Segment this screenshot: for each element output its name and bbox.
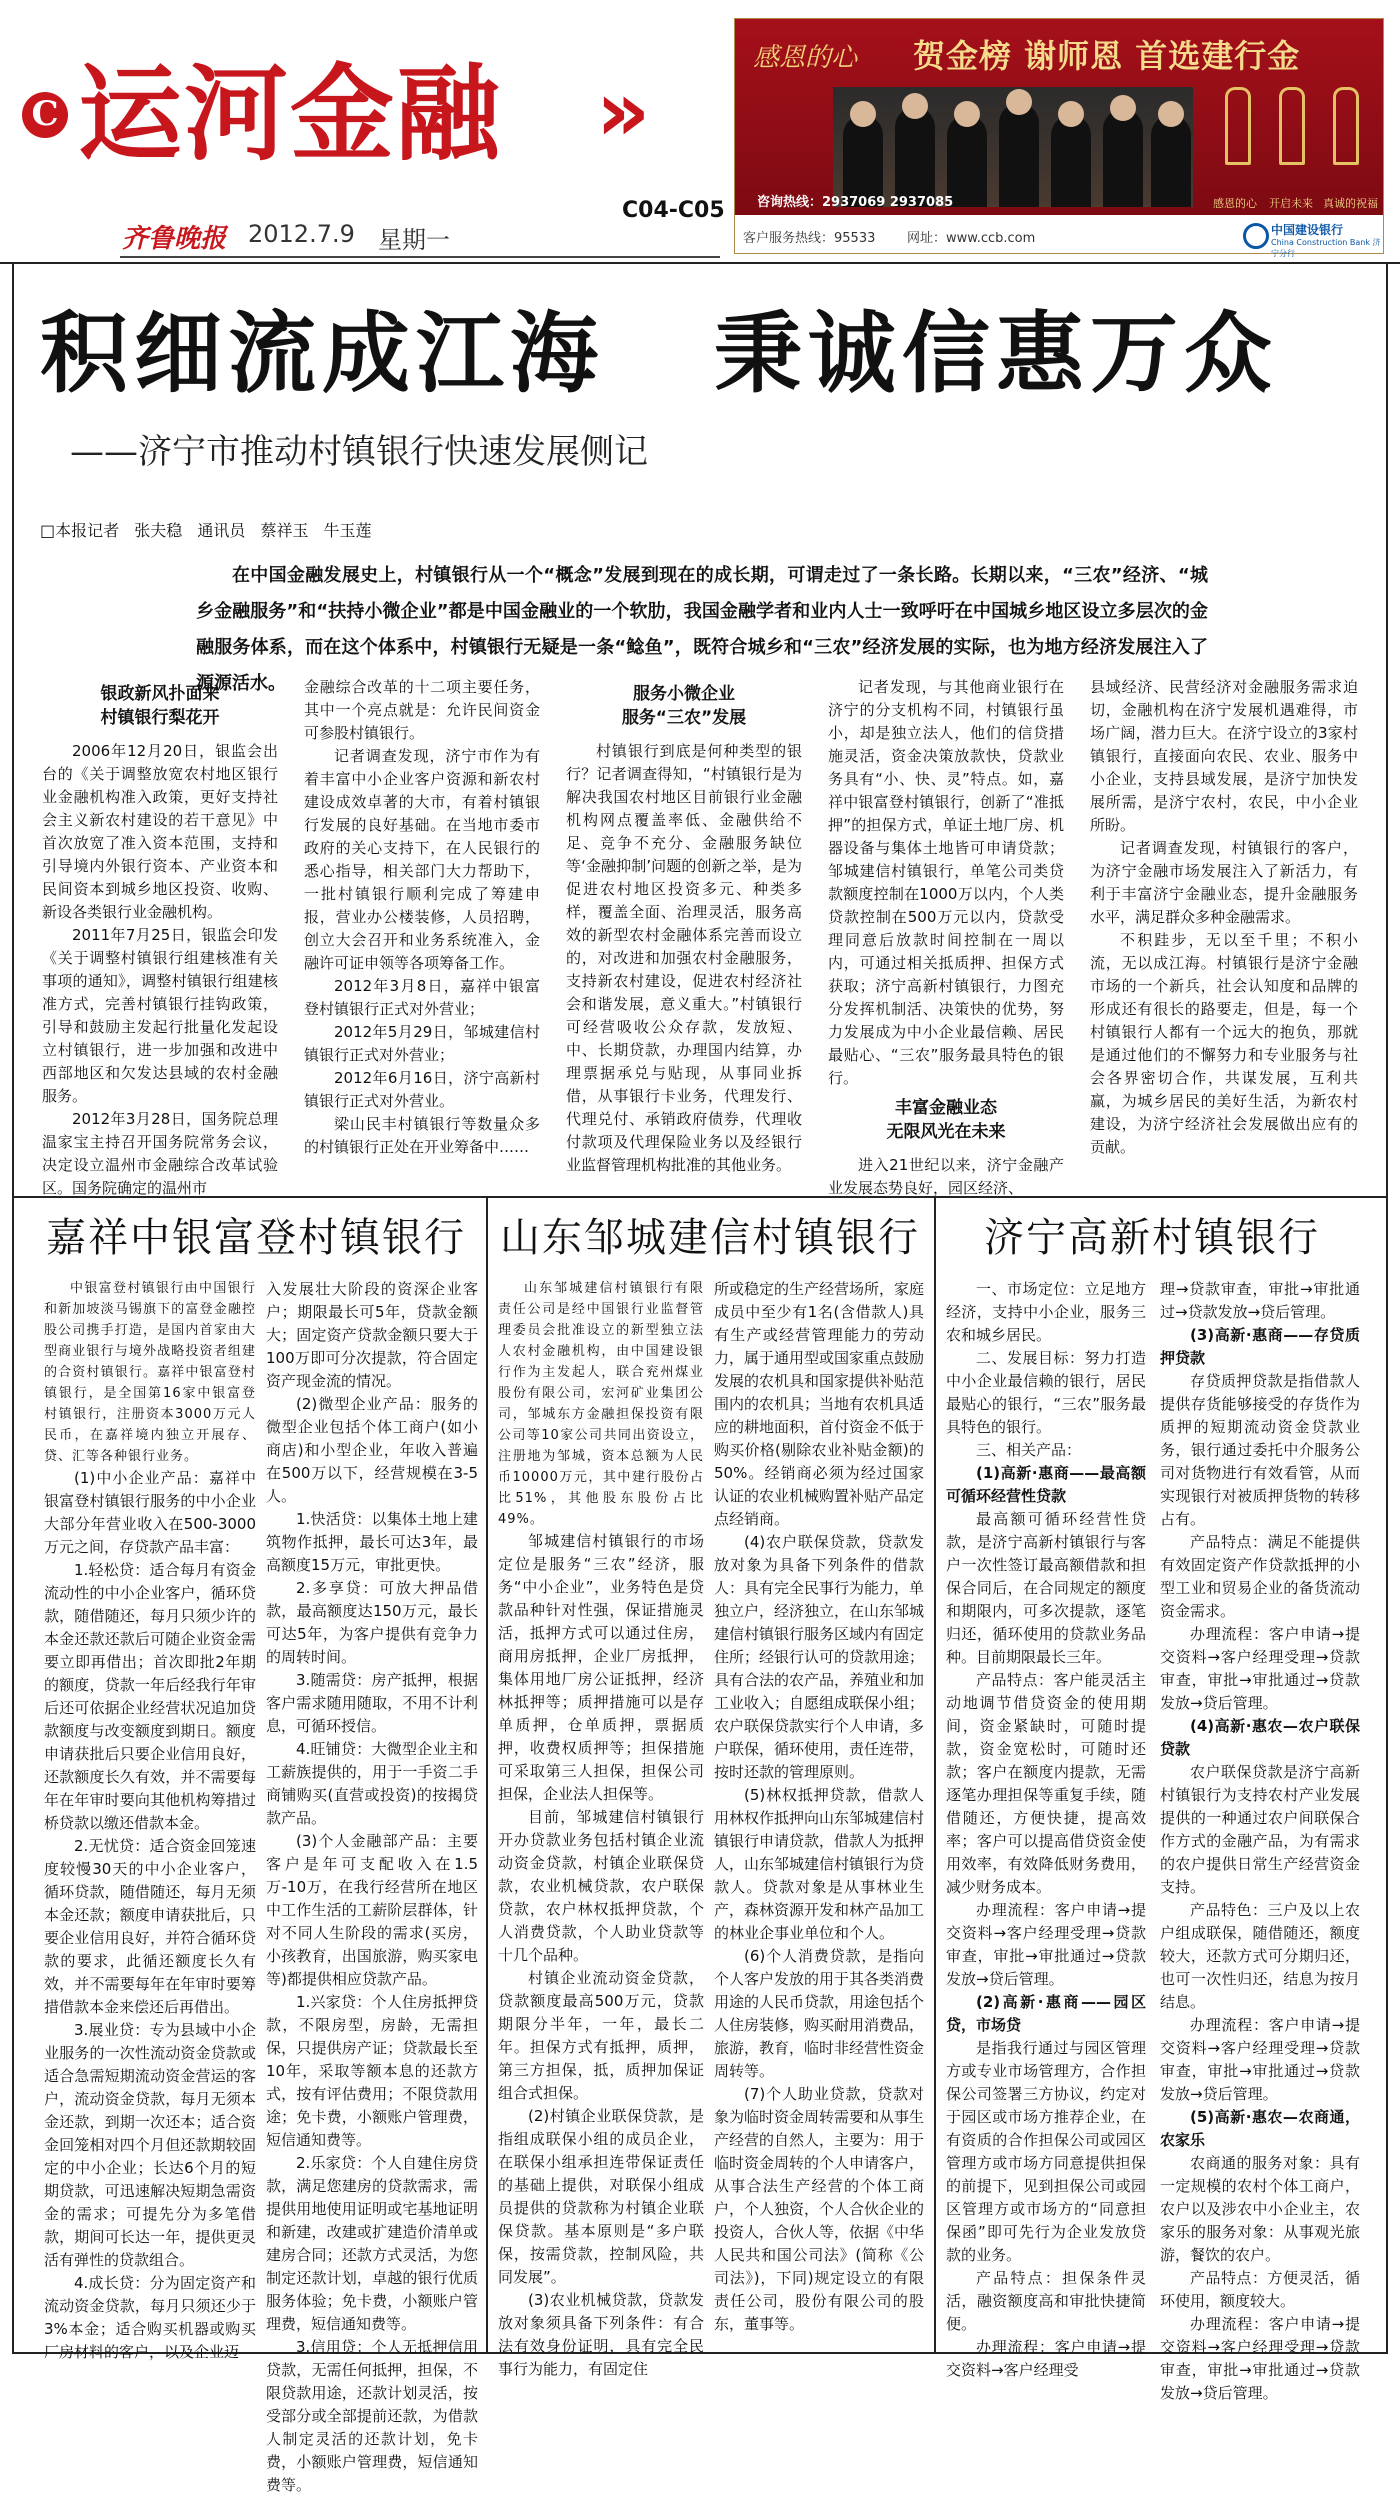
paragraph: 县域经济、民营经济对金融服务需求迫切，金融机构在济宁发展机遇难得，市场广阔，潜力巨大。在济宁设立的3家村镇银行，直接面向农民、农业、服务中小企业，支持县域发展，是济宁加快发展所需，是济宁农村，农民，中小企业所盼。 — [1090, 678, 1358, 834]
paragraph: 办理流程：客户申请→提交资料→客户经理受理→贷款审查，审批→审批通过→贷款发放→贷后管理。 — [946, 1901, 1146, 1988]
paragraph: 办理流程：客户申请→提交资料→客户经理受 — [946, 2338, 1146, 2379]
paragraph: 2012年5月29日，邹城建信村镇银行正式对外营业； — [304, 1023, 540, 1064]
subheading: 丰富金融业态 无限风光在未来 — [886, 1098, 1006, 1142]
graduate-head — [1110, 95, 1136, 121]
right-border — [1386, 262, 1388, 2354]
paragraph: (7)个人助业贷款，贷款对象为临时资金周转需要和从事生产经营的自然人，主要为：用于临时资金周转的个人申请客户，从事合法生产经营的个体工商户，个人独资，个人合伙企业的投资人，合伙人等，依据《中华人民共和国公司法》(简称《公司法》)，下同)规定设立的有限责任公司，股份有限公司的股东，董事等。 — [714, 2085, 925, 2333]
paragraph: 2012年3月8日，嘉祥中银富登村镇银行正式对外营业； — [304, 977, 540, 1018]
section-title-gaoxin: 济宁高新村镇银行 — [984, 1215, 1320, 1261]
ad-brand: 感恩的心 — [753, 43, 858, 73]
ccb-bank-name-en: China Construction Bank 济宁分行 — [1271, 238, 1381, 258]
paragraph: 产品特点：担保条件灵活，融资额度高和审批快捷简便。 — [946, 2269, 1146, 2333]
paragraph: 4.成长贷：分为固定资产和流动资金贷款，每月只须还少于3%本金；适合购买机器或购买厂房材料的客户，以及企业迈 — [44, 2274, 256, 2361]
ccb-logo-icon — [1243, 223, 1269, 249]
paragraph: 产品特色：三户及以上农户组成联保，随借随还，额度较大，还款方式可分期归还，也可一次性归还，结息为按月结息。 — [1160, 1901, 1360, 2011]
column-divider — [934, 1198, 936, 2352]
paragraph: 村镇银行到底是何种类型的银行？记者调查得知，“村镇银行是为解决我国农村地区目前银行业金融机构网点覆盖率低、金融供给不足、竞争不充分、金融服务缺位等‘金融抑制’问题的创新之举，是为促进农村地区投资多元、种类多样，覆盖全面、治理灵活，服务高效的新型农村金融体系完善而设立的，对改进和加强农村金融服务，支持新农村建设，促进农村经济社会和谐发展，意义重大。”村镇银行可经营吸收公众存款，发放短、中、长期贷款，办理国内结算，办理票据承兑与贴现，从事同业拆借，从事银行卡业务，代理发行、代理兑付、承销政府债券，代理收付款项及代理保险业务以及经银行业监督管理机构批准的其他业务。 — [566, 742, 802, 1174]
graduate-figure — [1051, 115, 1091, 207]
golden-keys — [1203, 87, 1373, 187]
paper-name: 齐鲁晚报 — [122, 224, 227, 254]
graduate-figure — [999, 103, 1039, 207]
paragraph: 3.信用贷：个人无抵押信用贷款，无需任何抵押，担保，不限贷款用途，还款计划灵活，按受部分或全部提前还款，为借款人制定灵活的还款计划，免卡费，小额账户管理费，短信通知费等。 — [266, 2338, 478, 2494]
paragraph: 1.兴家贷：个人住房抵押贷款，不限房型，房龄，无需担保，只提供房产证；贷款最长至10年，采取等额本息的还款方式，按有评估费用；不限贷款用途；免卡费，小额账户管理费，短信通知费等。 — [266, 1993, 478, 2149]
ccb-advertisement[interactable] — [734, 18, 1384, 258]
subheading: 服务小微企业 服务“三农”发展 — [621, 684, 747, 728]
paragraph: 一、市场定位：立足地方经济，支持中小企业，服务三农和城乡居民。 — [946, 1280, 1146, 1344]
paragraph: 目前，邹城建信村镇银行开办贷款业务包括村镇企业流动资金贷款，村镇企业联保贷款，农业机械贷款，农户联保贷款，农户林权抵押贷款，个人消费贷款，个人助业贷款等十几个品种。 — [498, 1808, 704, 1964]
paragraph: 2.乐家贷：个人自建住房贷款，满足您建房的贷款需求，需提供用地使用证明或宅基地证明和新建，改建或扩建造价清单或建房合同；还款方式灵活，为您制定还款计划，卓越的银行优质服务体验；免卡费，小额账户管理费，短信通知费等。 — [266, 2154, 478, 2333]
feature-column-1 — [42, 676, 278, 1197]
byline — [40, 518, 382, 541]
column-divider — [486, 1198, 488, 2352]
graduate-head — [1006, 89, 1032, 115]
zoucheng-column-1 — [498, 1278, 704, 2378]
paragraph: 二、发展目标：努力打造中小企业最信赖的银行，居民最贴心的银行，“三农”服务最具特色的银行。 — [946, 1349, 1146, 1436]
ad-customer-service: 客户服务热线：95533 — [743, 231, 876, 246]
paragraph: 村镇企业流动资金贷款，贷款额度最高500万元，贷款期限分半年，一年，最长二年。担保方式有抵押，质押，第三方担保，抵，质押加保证组合式担保。 — [498, 1969, 704, 2102]
graduate-head — [954, 101, 980, 127]
graduate-figure — [1151, 115, 1191, 207]
byline-correspondent-label: 通讯员 — [197, 521, 246, 540]
paragraph: (6)个人消费贷款，是指向个人客户发放的用于其各类消费用途的人民币贷款，用途包括个人住房装修，购买耐用消费品，旅游，教育，临时非经营性资金周转等。 — [714, 1947, 925, 2080]
paragraph: 不积跬步，无以至千里；不积小流，无以成江海。村镇银行是济宁金融市场的一个新兵，社会认知度和品牌的形成还有很长的路要走，但是，每一个村镇银行人都有一个远大的抱负，那就是通过他们的不懈努力和专业服务与社会各界密切合作，共谋发展，互利共赢，为城乡居民的美好生活，为新农村建设，为济宁经济社会发展做出应有的贡献。 — [1090, 931, 1358, 1156]
byline-correspondent: 蔡祥玉 — [260, 521, 309, 540]
ad-slogan: 贺金榜 谢师恩 首选建行金 — [913, 37, 1301, 75]
issue-weekday: 星期一 — [378, 226, 450, 254]
paragraph: 办理流程：客户申请→提交资料→客户经理受理→贷款审查，审批→审批通过→贷款发放→贷后管理。 — [1160, 2016, 1360, 2103]
left-border — [12, 262, 14, 2354]
column-title: 运河金融 — [78, 52, 503, 175]
key-label: 真诚的祝福 — [1323, 197, 1378, 210]
feature-column-2 — [304, 676, 540, 1188]
top-rule — [0, 262, 1400, 264]
paragraph: 产品特点：方便灵活，循环使用，额度较大。 — [1160, 2269, 1360, 2310]
paragraph: (3)农业机械贷款，贷款发放对象须具备下列条件：有合法有效身份证明，具有完全民事行为能力，有固定住 — [498, 2291, 704, 2378]
paragraph: 是指我行通过与园区管理方或专业市场管理方，合作担保公司签署三方协议，约定对于园区或市场方推荐企业，在有资质的合作担保公司或园区管理方或市场方同意提供担保的前提下，见到担保公司或园区管理方或市场方的“同意担保函”即可先行为企业发放贷款的业务。 — [946, 2039, 1146, 2264]
section-intro: 山东邹城建信村镇银行有限责任公司是经中国银行业监督管理委员会批准设立的新型独立法人农村金融机构，由中国建设银行作为主发起人，联合兖州煤业股份有限公司，宏河矿业集团公司，邹城东方金融担保投资有限公司等10家公司共同出资设立，注册地为邹城，资本总额为人民币10000万元，其中建行股份占比51%，其他股东股份占比49%。 — [498, 1281, 704, 1527]
paragraph: 梁山民丰村镇银行等数量众多的村镇银行正处在开业筹备中…… — [304, 1115, 540, 1156]
paragraph: (5)高新·惠农—农商通，农家乐 — [1160, 2108, 1360, 2149]
paragraph: 存贷质押贷款是指借款人提供存货能够接受的存货作为质押的短期流动资金贷款业务，银行通过委托中介服务公司对货物进行有效看管，从而实现银行对被质押货物的转移占有。 — [1160, 1372, 1360, 1528]
paragraph: 2.无忧贷：适合资金回笼速度较慢30天的中小企业客户，循环贷款，随借随还，每月无须本金还款；额度申请获批后，只要企业信用良好，并符合循环贷款的要求，此循还额度长久有效，并不需要每年在年审时要筹措借款本金来偿还后再借出。 — [44, 1837, 256, 2016]
paragraph: 4.旺铺贷：大微型企业主和工薪族提供的，用于一手资二手商铺购买(直营或投资)的按揭贷款产品。 — [266, 1740, 478, 1827]
key-icon — [1279, 87, 1305, 165]
paragraph: 3.展业贷：专为县域中小企业服务的一次性流动资金贷款或适合急需短期流动资金营运的客户，流动资金贷款，每月无须本金还款，到期一次还本；适合资金回笼相对四个月但还款期较固定的中小企业；长达6个月的短期贷款，可迅速解决短期急需资金的需求；可提先分为多笔借款，期间可长达一年，提供更灵活有弹性的贷款组合。 — [44, 2021, 256, 2269]
section-intro: 中银富登村镇银行由中国银行和新加坡淡马锡旗下的富登金融控股公司携手打造，是国内首家由大型商业银行与境外战略投资者组建的合资村镇银行。嘉祥中银富登村镇银行，是全国第16家中银富登村镇银行，注册资本3000万元人民币，在嘉祥境内独立开展存、贷、汇等各种银行业务。 — [44, 1281, 256, 1464]
paragraph: (4)农户联保贷款，贷款发放对象为具备下列条件的借款人：具有完全民事行为能力，单独立户，经济独立，在山东邹城建信村镇银行服务区域内有固定住所；经银行认可的贷款用途；具有合法的农产品，养殖业和加工业收入；自愿组成联保小组；农户联保贷款实行个人申请，多户联保，循环使用，责任连带，按时还款的管理原则。 — [714, 1533, 925, 1781]
graduate-head — [1158, 101, 1184, 127]
byline-reporter-label: □本报记者 — [40, 521, 120, 540]
paragraph: 2006年12月20日，银监会出台的《关于调整放宽农村地区银行业金融机构准入政策，更好支持社会主义新农村建设的若干意见》中首次放宽了准入资本范围，支持和引导境内外银行资本、产业资本和民间资本到城乡地区投资、收购、新设各类银行业金融机构。 — [42, 742, 278, 921]
feature-column-5 — [1090, 676, 1358, 1188]
paragraph: (2)高新·惠商——园区贷，市场贷 — [946, 1993, 1146, 2034]
masthead — [0, 0, 1400, 262]
paragraph: 2012年3月28日，国务院总理温家宝主持召开国务院常务会议，决定设立温州市金融综合改革试验区。国务院确定的温州市 — [42, 1110, 278, 1197]
feature-headline: 积细流成江海 秉诚信惠万众 — [40, 301, 1278, 405]
paragraph: (5)林权抵押贷款，借款人用林权作抵押向山东邹城建信村镇银行申请贷款，借款人为抵押人，山东邹城建信村镇银行为贷款人。贷款对象是从事林业生产，森林资源开发和林产品加工的林业企事业单位和个人。 — [714, 1786, 925, 1942]
key-icon — [1225, 87, 1251, 165]
section-title-zoucheng: 山东邹城建信村镇银行 — [500, 1215, 920, 1261]
ad-footer — [735, 217, 1383, 258]
jiaxiang-column-1 — [44, 1278, 256, 2361]
page-code: C04-C05 — [622, 198, 725, 223]
paragraph: 农商通的服务对象：具有一定规模的农村个体工商户，农户以及涉农中小企业主，农家乐的服务对象：从事观光旅游，餐饮的农户。 — [1160, 2154, 1360, 2264]
graduate-head — [902, 93, 928, 119]
paragraph: (3)个人金融部产品：主要客户是年可支配收入在1.5万-10万，在我行经营所在地区中工作生活的工薪阶层群体，针对不同人生阶段的需求(买房，小孩教育，出国旅游，购买家电等)都提供相应贷款产品。 — [266, 1832, 478, 1988]
byline-reporter: 张夫稳 — [134, 521, 183, 540]
paragraph: (1)高新·惠商——最高额可循环经营性贷款 — [946, 1464, 1146, 1505]
feature-column-3 — [566, 676, 802, 1188]
byline-correspondent: 牛玉莲 — [323, 521, 372, 540]
paragraph: 办理流程：客户申请→提交资料→客户经理受理→贷款审查，审批→审批通过→贷款发放→贷后管理。 — [1160, 2315, 1360, 2402]
paragraph: (2)微型企业产品：服务的微型企业包括个体工商户(如小商店)和小型企业，年收入普遍在500万以下，经营规模在3-5人。 — [266, 1395, 478, 1505]
paragraph: 进入21世纪以来，济宁金融产业发展态势良好，园区经济、 — [828, 1156, 1064, 1197]
paragraph: 办理流程：客户申请→提交资料→客户经理受理→贷款审查，审批→审批通过→贷款发放→贷后管理。 — [1160, 1625, 1360, 1712]
paragraph: 所或稳定的生产经营场所，家庭成员中至少有1名(含借款人)具有生产或经营管理能力的劳动力，属于通用型或国家重点鼓励发展的农机具和国家提供补贴范围内的农机具；当地有农机具适应的耕地面积，首付资金不低于购买价格(剔除农业补贴金额)的50%。经销商必须为经过国家认证的农业机械购置补贴产品定点经销商。 — [714, 1280, 925, 1528]
column-logo-mark: C — [22, 92, 68, 138]
paragraph: (2)村镇企业联保贷款，是指组成联保小组的成员企业，在联保小组承担连带保证责任的基础上提供，对联保小组成员提供的贷款称为村镇企业联保贷款。基本原则是“多户联保，按需贷款，控制风险，共同发展”。 — [498, 2107, 704, 2286]
feature-subhead: ——济宁市推动村镇银行快速发展侧记 — [70, 432, 648, 472]
paragraph: 记者发现，与其他商业银行在济宁的分支机构不同，村镇银行虽小，却是独立法人，他们的信贷措施灵活，资金决策放款快，贷款业务具有“小、快、灵”特点。如，嘉祥中银富登村镇银行，创新了“准抵押”的担保方式，单证土地厂房、机器设备与集体土地皆可申请贷款；邹城建信村镇银行，单笔公司类贷款额度控制在1000万以内，个人类贷款控制在500万元以内，贷款受理同意后放款时间控制在一周以内，可通过相关抵质押、担保方式获取；济宁高新村镇银行，力图充分发挥机制活、决策快的优势，努力发展成为中小企业最信赖、居民最贴心、“三农”服务最具特色的银行。 — [828, 678, 1064, 1087]
graduate-head — [1058, 101, 1084, 127]
paragraph: 1.快活贷：以集体土地上建筑物作抵押，最长可达3年，最高额度15万元，审批更快。 — [266, 1510, 478, 1574]
feature-column-4 — [828, 676, 1064, 1197]
paragraph: 记者调查发现，济宁市作为有着丰富中小企业客户资源和新农村建设成效卓著的大市，有着村镇银行发展的良好基础。在当地市委市政府的关心支持下，在人民银行的悉心指导，相关部门大力帮助下，一批村镇银行顺利完成了筹建申报，营业办公楼装修，人员招聘，创立大会召开和业务系统准入，金融许可证申领等各项筹备工作。 — [304, 747, 540, 972]
gaoxin-column-1 — [946, 1278, 1146, 2379]
paragraph: 理→贷款审查，审批→审批通过→贷款发放→贷后管理。 — [1160, 1280, 1360, 1321]
paragraph: (4)高新·惠农—农户联保贷款 — [1160, 1717, 1360, 1758]
ad-banner — [735, 19, 1383, 215]
key-label: 感恩的心 — [1213, 197, 1257, 210]
graduate-head — [850, 101, 876, 127]
issue-date: 2012.7.9 — [248, 220, 355, 248]
key-label: 开启未来 — [1269, 197, 1313, 210]
paragraph: 入发展壮大阶段的资深企业客户；期限最长可5年，贷款金额大；固定资产贷款金额只要大于100万即可分次提款，符合固定资产现金流的情况。 — [266, 1280, 478, 1390]
paragraph: 农户联保贷款是济宁高新村镇银行为支持农村产业发展提供的一种通过农户间联保合作方式的金融产品，为有需求的农户提供日常生产经营资金支持。 — [1160, 1763, 1360, 1896]
double-chevron-icon: » — [596, 62, 651, 160]
ad-website[interactable]: 网址：www.ccb.com — [907, 231, 1036, 246]
paragraph: 产品特点：满足不能提供有效固定资产作贷款抵押的小型工业和贸易企业的备货流动资金需求。 — [1160, 1533, 1360, 1620]
paragraph: 最高额可循环经营性贷款，是济宁高新村镇银行与客户一次性签订最高额借款和担保合同后，在合同规定的额度和期限内，可多次提款，逐笔归还，循环使用的贷款业务品种。目前期限最长三年。 — [946, 1510, 1146, 1666]
paragraph: 2012年6月16日，济宁高新村镇银行正式对外营业。 — [304, 1069, 540, 1110]
zoucheng-column-2 — [714, 1278, 924, 2344]
feature-lede: 在中国金融发展史上，村镇银行从一个“概念”发展到现在的成长期，可谓走过了一条长路。长期以来，“三农”经济、“城乡金融服务”和“扶持小微企业”都是中国金融业的一个软肋，我国金融学者和业内人士一致呼吁在中国城乡地区设立多层次的金融服务体系，而在这个体系中，村镇银行无疑是一条“鲶鱼”，既符合城乡和“三农”经济发展的实际，也为地方经济发展注入了源源活水。 — [196, 565, 1208, 694]
paragraph: 邹城建信村镇银行的市场定位是服务“三农”经济，服务“中小企业”，业务特色是贷款品种针对性强，保证措施灵活，抵押方式可以通过住房，商用房抵押，企业厂房抵押，集体用地厂房公证抵押，经济林抵押等；质押措施可以是存单质押，仓单质押，票据质押，收费权质押等；担保措施可采取第三人担保，担保公司担保，企业法人担保等。 — [498, 1532, 704, 1803]
jiaxiang-column-2 — [266, 1278, 478, 2494]
section-title-jiaxiang: 嘉祥中银富登村镇银行 — [46, 1215, 466, 1261]
paragraph: 2.多享贷：可放大押品借款，最高额度达150万元，最长可达5年，为客户提供有竞争力的周转时间。 — [266, 1579, 478, 1666]
key-icon — [1333, 87, 1359, 165]
paragraph: 三、相关产品： — [976, 1441, 1082, 1459]
masthead-rule — [120, 256, 720, 258]
paragraph: 2011年7月25日，银监会印发《关于调整村镇银行组建核准有关事项的通知》，调整村镇银行组建核准方式，完善村镇银行挂钩政策，引导和鼓励主发起行批量化发起设立村镇银行，进一步加强和改进中西部地区和欠发达县域的农村金融服务。 — [42, 926, 278, 1105]
paragraph: 金融综合改革的十二项主要任务，其中一个亮点就是：允许民间资金可参股村镇银行。 — [304, 678, 540, 742]
ccb-bank-name: 中国建设银行 — [1271, 223, 1344, 237]
paragraph: (1)中小企业产品：嘉祥中银富登村镇银行服务的中小企业大部分年营业收入在500-3000万元之间，存贷款产品丰富： — [44, 1469, 256, 1556]
graduates-photo — [833, 87, 1193, 207]
subheading: 银政新风扑面来 村镇银行梨花开 — [100, 684, 220, 728]
paragraph: (3)高新·惠商——存贷质押贷款 — [1160, 1326, 1360, 1367]
paragraph: 产品特点：客户能灵活主动地调节借贷资金的使用期间，资金紧缺时，可随时提款，资金宽松时，可随时还款；客户在额度内提款，无需逐笔办理担保等重复手续，随借随还，方便快捷，提高效率；客户可以提高借贷资金使用效率，有效降低财务费用，减少财务成本。 — [946, 1671, 1146, 1896]
paragraph: 1.轻松贷：适合每月有资金流动性的中小企业客户，循环贷款，随借随还，每月只须少许的本金还款还款后可随企业资金需要立即再借出；首次即批2年期的额度，贷款一年后经我行年审后还可依据企业经营状况追加贷款额度与改变额度到期日。额度申请获批后只要企业信用良好，还款额度长久有效，并不需要每年在年审时要向其他机构筹措过桥贷款以缴还借款本金。 — [44, 1561, 256, 1832]
graduate-figure — [1103, 109, 1143, 207]
paragraph: 记者调查发现，村镇银行的客户，为济宁金融市场发展注入了新活力，有利于丰富济宁金融业态，提升金融服务水平，满足群众多种金融需求。 — [1090, 839, 1358, 926]
ad-hotline: 咨询热线：2937069 2937085 — [757, 195, 954, 210]
gaoxin-column-2 — [1160, 1278, 1360, 2402]
paragraph: 3.随需贷：房产抵押，根据客户需求随用随取，不用不计利息，可循环授信。 — [266, 1671, 478, 1735]
